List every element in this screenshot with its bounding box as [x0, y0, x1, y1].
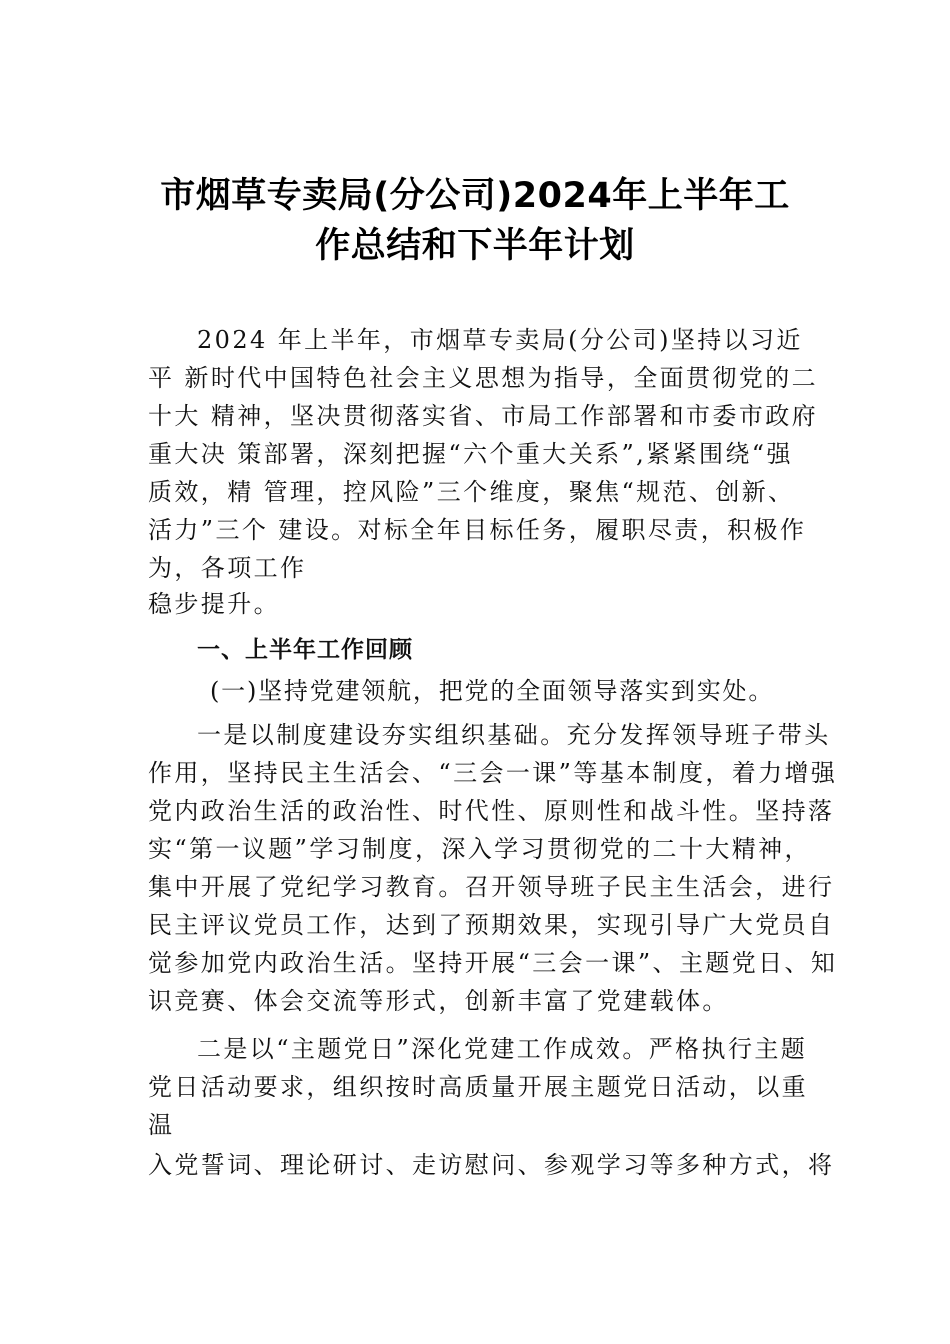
- intro-line: 为，各项工作: [148, 554, 307, 582]
- paragraph-line: 识竞赛、体会交流等形式，创新丰富了党建载体。: [148, 987, 729, 1015]
- intro-line: 活力”三个 建设。对标全年目标任务，履职尽责，积极作: [148, 516, 807, 544]
- paragraph-line: 作用，坚持民主生活会、“三会一课”等基本制度，着力增强: [148, 759, 838, 787]
- section-heading: 一、上半年工作回顾: [197, 637, 413, 663]
- paragraph-line: 觉参加党内政治生活。坚持开展“三会一课”、主题党日、知: [148, 949, 838, 977]
- intro-line: 重大决 策部署，深刻把握“六个重大关系”,紧紧围绕“强: [148, 440, 793, 468]
- paragraph-line: 集中开展了党纪学习教育。召开领导班子民主生活会，进行: [148, 873, 835, 901]
- paragraph-line: 一是以制度建设夯实组织基础。充分发挥领导班子带头: [197, 721, 831, 749]
- intro-line: 平 新时代中国特色社会主义思想为指导，全面贯彻党的二: [148, 364, 819, 392]
- paragraph-line: 入党誓词、理论研讨、走访慰问、参观学习等多种方式，将: [148, 1151, 835, 1179]
- intro-line: 2024 年上半年，市烟草专卖局(分公司)坚持以习近: [197, 326, 803, 354]
- intro-line: 稳步提升。: [148, 590, 280, 618]
- document-title-line-2: 作总结和下半年计划: [315, 226, 635, 266]
- paragraph-line: 党内政治生活的政治性、时代性、原则性和战斗性。坚持落: [148, 797, 835, 825]
- intro-line: 质效，精 管理，控风险”三个维度，聚焦“规范、创新、: [148, 478, 795, 506]
- document-title-line-1: 市烟草专卖局(分公司)2024年上半年工: [160, 176, 790, 216]
- paragraph-line: 民主评议党员工作，达到了预期效果，实现引导广大党员自: [148, 911, 835, 939]
- subsection-heading: (一)坚持党建领航，把党的全面领导落实到实处。: [210, 677, 775, 705]
- paragraph-line: 实“第一议题”学习制度，深入学习贯彻党的二十大精神，: [148, 835, 811, 863]
- paragraph-line: 温: [148, 1111, 175, 1139]
- paragraph-line: 二是以“主题党日”深化党建工作成效。严格执行主题: [197, 1035, 808, 1063]
- intro-line: 十大 精神，坚决贯彻落实省、市局工作部署和市委市政府: [148, 402, 819, 430]
- paragraph-line: 党日活动要求，组织按时高质量开展主题党日活动，以重: [148, 1073, 808, 1101]
